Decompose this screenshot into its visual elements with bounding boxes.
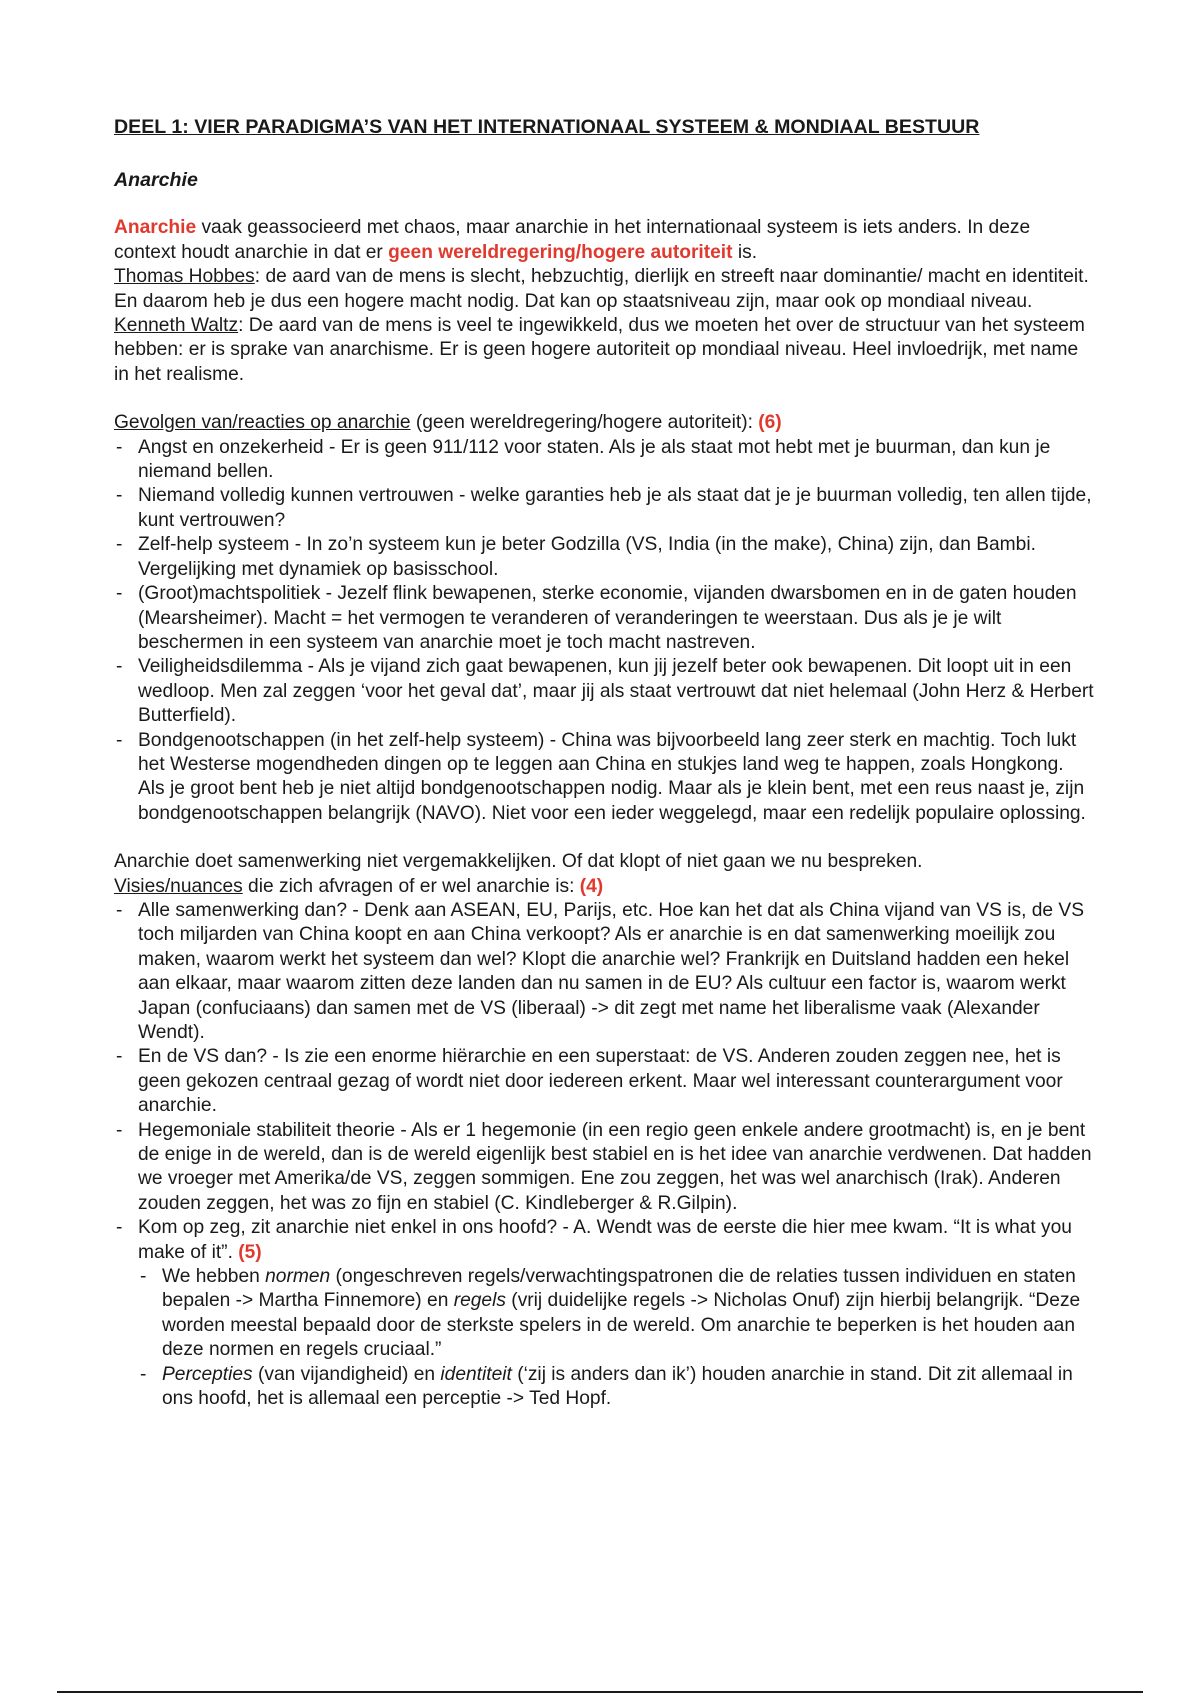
- hobbes-text: : de aard van de mens is slecht, hebzuchtig, dierlijk en streeft naar dominantie/ macht en identiteit. En daarom heb je dus een hogere macht nodig. Dat kan op staatsniveau zijn, maar ook op mondiaal niveau.: [114, 266, 1089, 312]
- list-item: - Niemand volledig kunnen vertrouwen - welke garanties heb je als staat dat je je buurman volledig, ten allen tijde, kunt vertrouwen?: [114, 484, 1094, 533]
- sub-list-item: - Percepties (van vijandigheid) en identiteit (‘zij is anders dan ik’) houden anarchie in stand. Dit zit allemaal in ons hoofd, het is allemaal een perceptie -> Ted Hopf.: [114, 1363, 1094, 1412]
- list-item: - Bondgenootschappen (in het zelf-help systeem) - China was bijvoorbeeld lang zeer sterk en machtig. Toch lukt het Westerse mogendheden dingen op te leggen aan China en stukjes land weg te happen, zoals Hongkong. Als je groot bent heb je niet altijd bondgenootschappen nodig. Maar als je klein bent, met een reus naast je, zijn bondgenootschappen belangrijk (NAVO). Niet voor een ieder weggelegd, maar een redelijk populaire oplossing.: [114, 729, 1094, 827]
- list-item: - (Groot)machtspolitiek - Jezelf flink bewapenen, sterke economie, vijanden dwarsbomen en in de gaten houden (Mearsheimer). Macht = het vermogen te veranderen of veranderingen te weerstaan. Dus als je je wilt beschermen in een systeem van anarchie moet je toch macht nastreven.: [114, 582, 1094, 655]
- list-item: - Hegemoniale stabiliteit theorie - Als er 1 hegemonie (in een regio geen enkele andere grootmacht) is, en je bent de enige in de wereld, dan is de wereld eigenlijk best stabiel en is het idee van anarchie verdwenen. Dat hadden we vroeger met Amerika/de VS, zeggen sommigen. Ene zou zeggen, het was wel anarchisch (Irak). Anderen zouden zeggen, het was zo fijn en stabiel (C. Kindleberger & R.Gilpin).: [114, 1119, 1094, 1217]
- list-item: - Zelf-help systeem - In zo’n systeem kun je beter Godzilla (VS, India (in the make), China) zijn, dan Bambi. Vergelijking met dynamiek op basisschool.: [114, 533, 1094, 582]
- list-item: - En de VS dan? - Is zie een enorme hiërarchie en een superstaat: de VS. Anderen zouden zeggen nee, het is geen gekozen centraal gezag of wordt niet door iedereen erkent. Maar wel interessant counterargument voor anarchie.: [114, 1045, 1094, 1118]
- list-item: - Kom op zeg, zit anarchie niet enkel in ons hoofd? - A. Wendt was de eerste die hier mee kwam. “It is what you make of it”. (5) - We hebben normen (ongeschreven regels/verwachtingspatronen die de relaties tussen individuen en staten bepalen -> Martha Finnemore) en regels (vrij duidelijke regels -> Nicholas Onuf) zijn hierbij belangrijk. “Deze worden meestal bepaald door de sterkste spelers in de wereld. Om anarchie te beperken is het houden aan deze normen en regels cruciaal.” - Percepties (van vijandigheid) en identiteit (‘zij is anders dan ik’) houden anarchie in stand. Dit zit allemaal in ons hoofd, het is allemaal een perceptie -> Ted Hopf.: [114, 1216, 1094, 1411]
- waltz-text: : De aard van de mens is veel te ingewikkeld, dus we moeten het over de structuur van het systeem hebben: er is sprake van anarchisme. Er is geen hogere autoriteit op mondiaal niveau. Heel invloedrijk, met name in het realisme.: [114, 315, 1085, 385]
- gevolgen-list: [114, 436, 1094, 827]
- sub-list-item: - We hebben normen (ongeschreven regels/verwachtingspatronen die de relaties tussen individuen en staten bepalen -> Martha Finnemore) en regels (vrij duidelijke regels -> Nicholas Onuf) zijn hierbij belangrijk. “Deze worden meestal bepaald door de sterkste spelers in de wereld. Om anarchie te beperken is het houden aan deze normen en regels cruciaal.”: [114, 1265, 1094, 1363]
- count-badge: (5): [238, 1241, 262, 1263]
- list-item: - Angst en onzekerheid - Er is geen 911/112 voor staten. Als je als staat mot hebt met je buurman, dan kun je niemand bellen.: [114, 436, 1094, 485]
- page-title: DEEL 1: VIER PARADIGMA’S VAN HET INTERNATIONAAL SYSTEEM & MONDIAAL BESTUUR: [114, 116, 980, 138]
- waltz-name: Kenneth Waltz: [114, 315, 239, 337]
- hobbes-name: Thomas Hobbes: [114, 266, 255, 288]
- list-item: - Alle samenwerking dan? - Denk aan ASEAN, EU, Parijs, etc. Hoe kan het dat als China vijand van VS is, de VS toch miljarden van China koopt en aan China verkoopt? Als er anarchie is en dat samenwerking moeilijk zou maken, waarom werkt het systeem dan wel? Klopt die anarchie wel? Frankrijk en Duitsland hadden een hekel aan elkaar, maar waarom zitten deze landen dan nu samen in de EU? Als cultuur een factor is, waarom werkt Japan (confuciaans) dan samen met de VS (liberaal) -> dit zegt met name het liberalisme vaak (Alexander Wendt).: [114, 899, 1094, 1045]
- anarchie-term: Anarchie: [114, 217, 197, 239]
- sub-list: [114, 1265, 1094, 1411]
- samenwerking-line: Anarchie doet samenwerking niet vergemakkelijken. Of dat klopt of niet gaan we nu bespreken.: [114, 851, 923, 873]
- visies-list: [114, 899, 1094, 1412]
- count-badge: (6): [758, 412, 782, 434]
- visies-heading: Visies/nuances die zich afvragen of er wel anarchie is: (4): [114, 875, 604, 897]
- gevolgen-heading: Gevolgen van/reacties op anarchie (geen wereldregering/hogere autoriteit): (6): [114, 412, 782, 434]
- intro-paragraph: Anarchie vaak geassocieerd met chaos, maar anarchie in het internationaal systeem is iets anders. In deze context houdt anarchie in dat er geen wereldregering/hogere autoriteit is. Thomas Hobbes: de aard van de mens is slecht, hebzuchtig, dierlijk en streeft naar dominantie/ macht en identiteit. En daarom heb je dus een hogere macht nodig. Dat kan op staatsniveau zijn, maar ook op mondiaal niveau. Kenneth Waltz: De aard van de mens is veel te ingewikkeld, dus we moeten het over de structuur van het systeem hebben: er is sprake van anarchisme. Er is geen hogere autoriteit op mondiaal niveau. Heel invloedrijk, met name in het realisme.: [114, 217, 1089, 385]
- count-badge: (4): [579, 875, 604, 897]
- document-content: [114, 114, 1094, 1412]
- page-bottom-rule: [57, 1691, 1143, 1693]
- list-item: - Veiligheidsdilemma - Als je vijand zich gaat bewapenen, kun jij jezelf beter ook bewapenen. Dit loopt uit in een wedloop. Men zal zeggen ‘voor het geval dat’, maar jij als staat vertrouwt dat niet helemaal (John Herz & Herbert Butterfield).: [114, 655, 1094, 728]
- highlight-no-world-government: geen wereldregering/hogere autoriteit: [388, 241, 733, 263]
- section-heading: Anarchie: [114, 169, 198, 191]
